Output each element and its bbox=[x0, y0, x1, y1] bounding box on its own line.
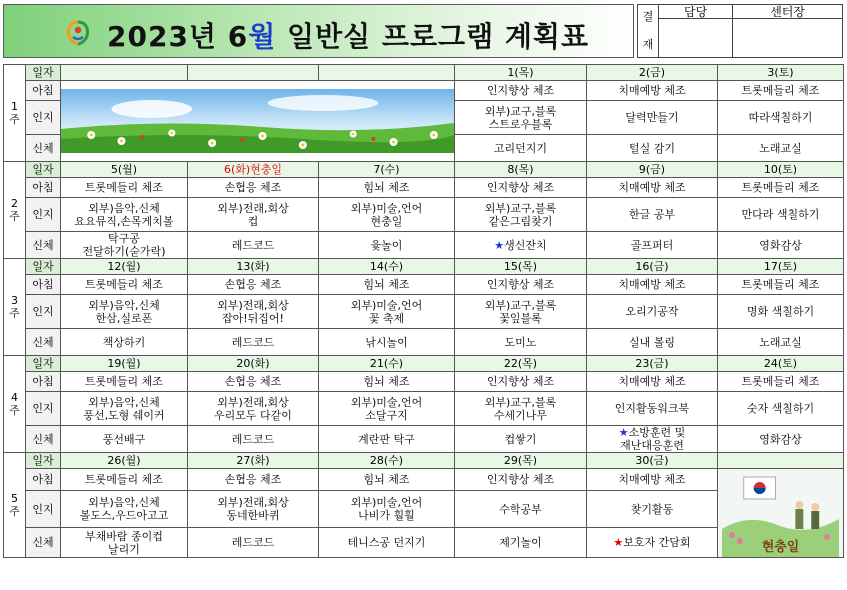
approval-box bbox=[637, 4, 843, 58]
schedule-cell: 트롯메들리 체조 bbox=[61, 275, 188, 295]
schedule-cell: 외부)전래,회상 우리모두 다같이 bbox=[188, 392, 319, 426]
schedule-cell: 손협응 체조 bbox=[188, 469, 319, 491]
schedule-cell: 외부)미술,언어 꽃 축제 bbox=[319, 295, 455, 329]
schedule-cell: 레드코드 bbox=[188, 426, 319, 453]
schedule-cell: 17(토) bbox=[718, 259, 844, 275]
schedule-cell: 노래교실 bbox=[718, 329, 844, 356]
approval-side-label: 결 재 bbox=[638, 5, 659, 58]
schedule-row-am bbox=[4, 81, 844, 101]
row-label-mid: 인지 bbox=[26, 101, 61, 135]
schedule-row-day bbox=[4, 65, 844, 81]
row-label-day: 일자 bbox=[26, 65, 61, 81]
schedule-row-mid bbox=[4, 198, 844, 232]
schedule-cell: 24(토) bbox=[718, 356, 844, 372]
schedule-cell: 트롯메들리 체조 bbox=[718, 275, 844, 295]
schedule-cell: 외부)미술,언어 나비가 훨훨 bbox=[319, 490, 455, 527]
row-label-day: 일자 bbox=[26, 356, 61, 372]
schedule-table bbox=[3, 64, 844, 558]
schedule-cell: 힘뇌 체조 bbox=[319, 372, 455, 392]
schedule-cell bbox=[61, 65, 188, 81]
schedule-cell: 영화감상 bbox=[718, 426, 844, 453]
schedule-cell: 달력만들기 bbox=[587, 101, 718, 135]
schedule-cell: 영화감상 bbox=[718, 232, 844, 259]
schedule-cell: 30(금) bbox=[587, 453, 718, 469]
schedule-cell: 힘뇌 체조 bbox=[319, 469, 455, 491]
schedule-row-eve bbox=[4, 329, 844, 356]
schedule-cell: 외부)교구,블록 스트로우블록 bbox=[455, 101, 587, 135]
schedule-cell: 6(화)현충일 bbox=[188, 162, 319, 178]
schedule-cell: 29(목) bbox=[455, 453, 587, 469]
schedule-cell: 외부)음악,신체 볼도스,우드아고고 bbox=[61, 490, 188, 527]
schedule-cell: 도미노 bbox=[455, 329, 587, 356]
schedule-cell: 인지활동워크북 bbox=[587, 392, 718, 426]
row-label-am: 아침 bbox=[26, 275, 61, 295]
schedule-cell: 26(월) bbox=[61, 453, 188, 469]
schedule-cell: 한글 공부 bbox=[587, 198, 718, 232]
memorial-flag-image bbox=[718, 469, 843, 557]
schedule-cell: 치매예방 체조 bbox=[587, 372, 718, 392]
row-label-mid: 인지 bbox=[26, 295, 61, 329]
schedule-cell: ★소방훈련 및 재난대응훈련 bbox=[587, 426, 718, 453]
schedule-cell bbox=[718, 453, 844, 469]
week-label: 5 주 bbox=[4, 453, 26, 558]
row-label-am: 아침 bbox=[26, 372, 61, 392]
center-logo-icon bbox=[64, 19, 92, 47]
row-label-eve: 신체 bbox=[26, 329, 61, 356]
schedule-cell: ★생신잔치 bbox=[455, 232, 587, 259]
schedule-cell: 인지향상 체조 bbox=[455, 372, 587, 392]
meadow-illustration bbox=[61, 81, 455, 162]
schedule-cell: 22(목) bbox=[455, 356, 587, 372]
schedule-cell: 레드코드 bbox=[188, 528, 319, 558]
memorial-day-illustration bbox=[718, 469, 844, 558]
schedule-cell: 외부)교구,블록 수세기나무 bbox=[455, 392, 587, 426]
schedule-cell: 12(월) bbox=[61, 259, 188, 275]
schedule-cell: 트롯메들리 체조 bbox=[61, 178, 188, 198]
schedule-cell: 28(수) bbox=[319, 453, 455, 469]
approval-director-sign[interactable] bbox=[733, 19, 843, 58]
star-icon: ★ bbox=[613, 536, 624, 550]
schedule-cell: 외부)전래,회상 동네한바퀴 bbox=[188, 490, 319, 527]
row-label-day: 일자 bbox=[26, 453, 61, 469]
schedule-cell: 15(목) bbox=[455, 259, 587, 275]
schedule-cell: 3(토) bbox=[718, 65, 844, 81]
schedule-cell: 8(목) bbox=[455, 162, 587, 178]
schedule-cell: 손협응 체조 bbox=[188, 178, 319, 198]
schedule-cell: 따라색칠하기 bbox=[718, 101, 844, 135]
schedule-cell: ★보호자 간담회 bbox=[587, 528, 718, 558]
row-label-mid: 인지 bbox=[26, 198, 61, 232]
row-label-am: 아침 bbox=[26, 178, 61, 198]
schedule-cell: 27(화) bbox=[188, 453, 319, 469]
schedule-cell: 21(수) bbox=[319, 356, 455, 372]
week-label: 2 주 bbox=[4, 162, 26, 259]
schedule-cell: 숫자 색칠하기 bbox=[718, 392, 844, 426]
schedule-cell: 실내 볼링 bbox=[587, 329, 718, 356]
schedule-cell: 치매예방 체조 bbox=[587, 469, 718, 491]
schedule-cell: 외부)음악,신체 풍선,도형 쉐이커 bbox=[61, 392, 188, 426]
schedule-cell: 치매예방 체조 bbox=[587, 81, 718, 101]
schedule-row-am bbox=[4, 178, 844, 198]
schedule-row-eve bbox=[4, 232, 844, 259]
approval-director-header: 센터장 bbox=[733, 5, 843, 19]
flower-meadow-image bbox=[61, 89, 454, 153]
row-label-eve: 신체 bbox=[26, 528, 61, 558]
schedule-cell: 5(월) bbox=[61, 162, 188, 178]
row-label-day: 일자 bbox=[26, 259, 61, 275]
schedule-row-day bbox=[4, 162, 844, 178]
schedule-cell: 16(금) bbox=[587, 259, 718, 275]
schedule-row-mid bbox=[4, 392, 844, 426]
schedule-cell: 트롯메들리 체조 bbox=[718, 372, 844, 392]
row-label-eve: 신체 bbox=[26, 232, 61, 259]
row-label-mid: 인지 bbox=[26, 392, 61, 426]
schedule-cell: 인지향상 체조 bbox=[455, 178, 587, 198]
schedule-cell: 13(화) bbox=[188, 259, 319, 275]
schedule-cell: 책상하키 bbox=[61, 329, 188, 356]
schedule-cell: 외부)전래,회상 컵 bbox=[188, 198, 319, 232]
schedule-cell: 테니스공 던지기 bbox=[319, 528, 455, 558]
title-banner bbox=[3, 4, 634, 58]
week-label: 1 주 bbox=[4, 65, 26, 162]
schedule-cell: 2(금) bbox=[587, 65, 718, 81]
row-label-eve: 신체 bbox=[26, 135, 61, 162]
schedule-cell: 9(금) bbox=[587, 162, 718, 178]
schedule-cell: 외부)교구,블록 같은그림찾기 bbox=[455, 198, 587, 232]
schedule-row-am bbox=[4, 372, 844, 392]
schedule-row-day bbox=[4, 259, 844, 275]
schedule-cell: 인지향상 체조 bbox=[455, 81, 587, 101]
schedule-cell: 트롯메들리 체조 bbox=[718, 178, 844, 198]
schedule-cell: 힘뇌 체조 bbox=[319, 275, 455, 295]
schedule-row-eve bbox=[4, 426, 844, 453]
schedule-cell: 외부)음악,신체 한삼,실로폰 bbox=[61, 295, 188, 329]
schedule-row-am bbox=[4, 469, 844, 491]
schedule-cell: 손협응 체조 bbox=[188, 275, 319, 295]
schedule-row-day bbox=[4, 356, 844, 372]
page-title: 2023년 6월 일반실 프로그램 계획표 bbox=[107, 20, 590, 53]
approval-manager-header: 담당 bbox=[659, 5, 733, 19]
schedule-row-mid bbox=[4, 295, 844, 329]
schedule-row-day bbox=[4, 453, 844, 469]
star-icon: ★ bbox=[618, 426, 629, 439]
schedule-cell: 찾기활동 bbox=[587, 490, 718, 527]
schedule-cell: 인지향상 체조 bbox=[455, 275, 587, 295]
schedule-cell: 제기놀이 bbox=[455, 528, 587, 558]
schedule-cell: 1(목) bbox=[455, 65, 587, 81]
schedule-cell: 19(월) bbox=[61, 356, 188, 372]
schedule-cell: 풍선배구 bbox=[61, 426, 188, 453]
row-label-mid: 인지 bbox=[26, 490, 61, 527]
schedule-cell: 골프퍼터 bbox=[587, 232, 718, 259]
schedule-cell: 외부)미술,언어 소달구지 bbox=[319, 392, 455, 426]
schedule-cell: 힘뇌 체조 bbox=[319, 178, 455, 198]
schedule-cell: 치매예방 체조 bbox=[587, 178, 718, 198]
schedule-cell: 고리던지기 bbox=[455, 135, 587, 162]
schedule-cell: 인지향상 체조 bbox=[455, 469, 587, 491]
schedule-cell: 23(금) bbox=[587, 356, 718, 372]
schedule-row-am bbox=[4, 275, 844, 295]
row-label-am: 아침 bbox=[26, 469, 61, 491]
week-label: 4 주 bbox=[4, 356, 26, 453]
schedule-cell: 오리기공작 bbox=[587, 295, 718, 329]
schedule-cell: 외부)전래,회상 잡아!뒤집어! bbox=[188, 295, 319, 329]
schedule-cell: 외부)음악,신체 요요뮤직,손목게치볼 bbox=[61, 198, 188, 232]
schedule-cell bbox=[319, 65, 455, 81]
schedule-cell: 7(수) bbox=[319, 162, 455, 178]
schedule-cell: 트롯메들리 체조 bbox=[61, 469, 188, 491]
schedule-cell: 트롯메들리 체조 bbox=[61, 372, 188, 392]
schedule-cell: 컵쌓기 bbox=[455, 426, 587, 453]
schedule-cell: 치매예방 체조 bbox=[587, 275, 718, 295]
schedule-cell: 레드코드 bbox=[188, 232, 319, 259]
schedule-cell: 명화 색칠하기 bbox=[718, 295, 844, 329]
schedule-cell: 10(토) bbox=[718, 162, 844, 178]
row-label-am: 아침 bbox=[26, 81, 61, 101]
star-icon: ★ bbox=[494, 238, 505, 252]
schedule-cell: 외부)교구,블록 꽃잎블록 bbox=[455, 295, 587, 329]
schedule-cell: 만다라 색칠하기 bbox=[718, 198, 844, 232]
schedule-cell: 손협응 체조 bbox=[188, 372, 319, 392]
schedule-cell: 낚시놀이 bbox=[319, 329, 455, 356]
schedule-cell: 외부)미술,언어 현충일 bbox=[319, 198, 455, 232]
schedule-cell: 계란판 탁구 bbox=[319, 426, 455, 453]
schedule-cell: 트롯메들리 체조 bbox=[718, 81, 844, 101]
schedule-cell bbox=[188, 65, 319, 81]
row-label-eve: 신체 bbox=[26, 426, 61, 453]
schedule-cell: 수학공부 bbox=[455, 490, 587, 527]
memorial-caption: 현충일 bbox=[761, 539, 800, 556]
week-label: 3 주 bbox=[4, 259, 26, 356]
schedule-cell: 레드코드 bbox=[188, 329, 319, 356]
schedule-cell: 털실 감기 bbox=[587, 135, 718, 162]
approval-manager-sign[interactable] bbox=[659, 19, 733, 58]
schedule-cell: 부채바람 종이컵 날리기 bbox=[61, 528, 188, 558]
schedule-cell: 14(수) bbox=[319, 259, 455, 275]
schedule-cell: 탁구공 전달하기(숟가락) bbox=[61, 232, 188, 259]
row-label-day: 일자 bbox=[26, 162, 61, 178]
schedule-cell: 노래교실 bbox=[718, 135, 844, 162]
schedule-cell: 20(화) bbox=[188, 356, 319, 372]
schedule-cell: 윷놀이 bbox=[319, 232, 455, 259]
